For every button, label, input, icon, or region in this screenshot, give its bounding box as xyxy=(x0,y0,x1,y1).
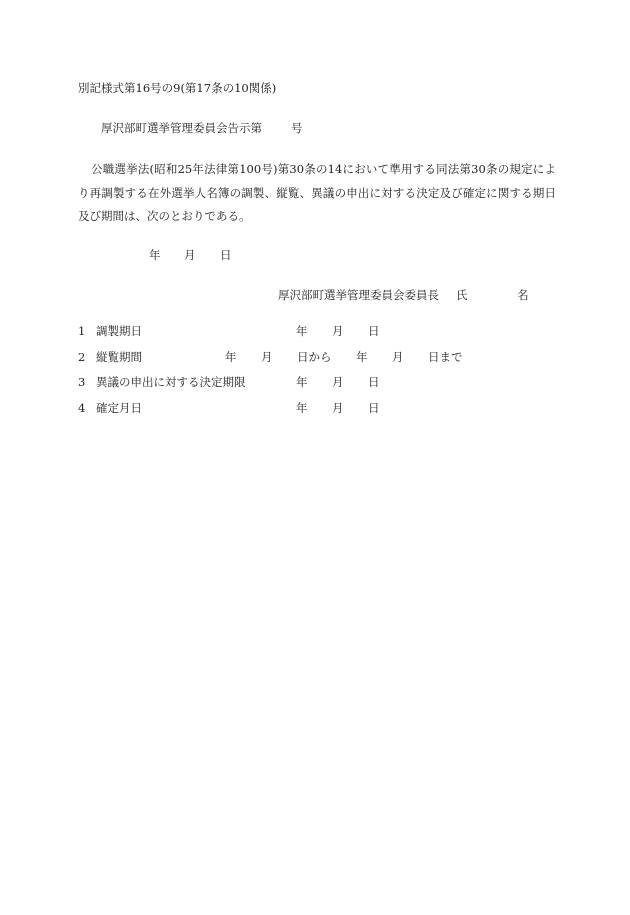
item-year: 年 xyxy=(296,401,308,415)
item-number: 3 xyxy=(78,375,86,389)
item-start-month: 月 xyxy=(261,350,273,364)
item-number: 2 xyxy=(78,350,86,364)
item-label: 調製期日 xyxy=(96,324,142,338)
item-number: 4 xyxy=(78,401,86,415)
item-year: 年 xyxy=(296,324,308,338)
item-day: 日 xyxy=(368,375,380,389)
item-month: 月 xyxy=(332,375,344,389)
signature-name-part2: 名 xyxy=(517,288,529,302)
date-day: 日 xyxy=(220,248,232,262)
signature-title: 厚沢部町選挙管理委員会委員長 xyxy=(278,288,439,302)
item-month: 月 xyxy=(332,401,344,415)
notice-number-suffix: 号 xyxy=(291,121,303,135)
signature-name-part1: 氏 xyxy=(456,288,468,302)
item-year: 年 xyxy=(296,375,308,389)
form-label: 別記様式第16号の9(第17条の10関係) xyxy=(78,81,277,95)
notice-title: 厚沢部町選挙管理委員会告示第 xyxy=(101,121,262,135)
item-month: 月 xyxy=(332,324,344,338)
item-end-day: 日まで xyxy=(428,350,463,364)
item-end-year: 年 xyxy=(356,350,368,364)
item-label: 縦覧期間 xyxy=(96,350,142,364)
item-start-year: 年 xyxy=(225,350,237,364)
date-year: 年 xyxy=(149,248,161,262)
item-number: 1 xyxy=(78,324,86,338)
date-month: 月 xyxy=(184,248,196,262)
item-day: 日 xyxy=(368,324,380,338)
item-day: 日 xyxy=(368,401,380,415)
item-start-day: 日から xyxy=(297,350,332,364)
body-paragraph: 公職選挙法(昭和25年法律第100号)第30条の14において準用する同法第30条の規定により再調製する在外選挙人名簿の調製、縦覧、異議の申出に対する決定及び確定に関する期日及び期間は、次のとおりである。 xyxy=(78,162,556,223)
item-end-month: 月 xyxy=(392,350,404,364)
item-label: 異議の申出に対する決定期限 xyxy=(96,375,246,389)
item-label: 確定月日 xyxy=(96,401,142,415)
